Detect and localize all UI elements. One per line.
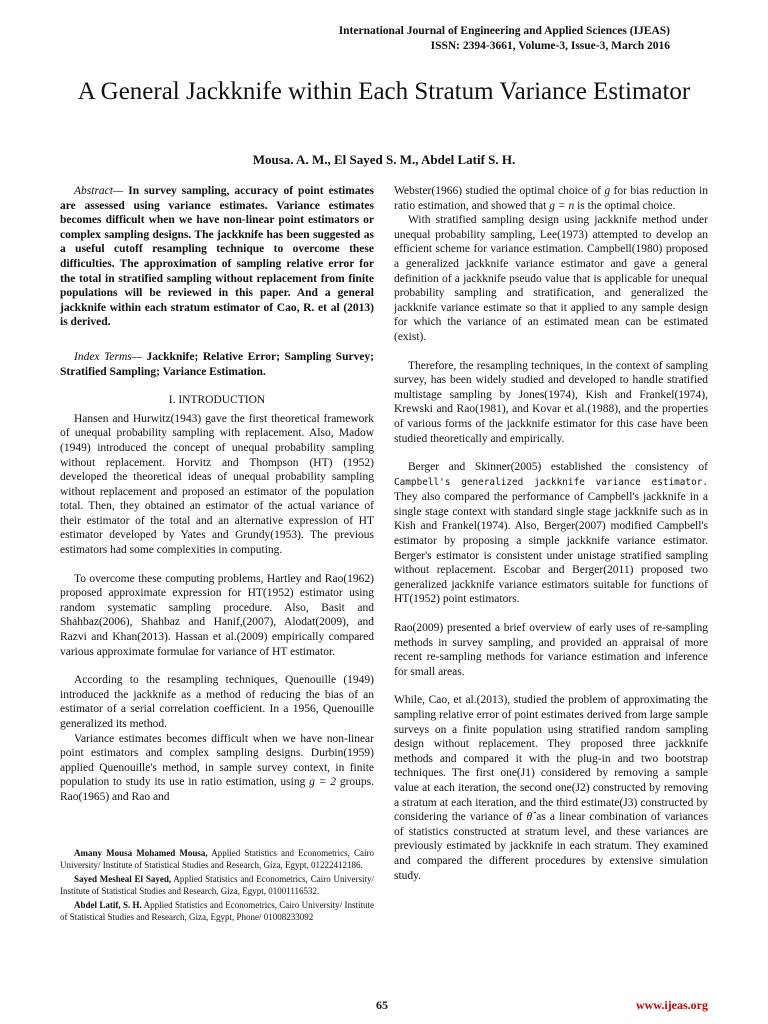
abstract-text: In survey sampling, accuracy of point estimates are assessed using variance estimates. Variance estimates becomes difficult when we have non-linear point estimators or complex sampling designs. The jackknife has been suggested as a useful cutoff resampling technique to overcome these difficulties. The approximation of sampling relative error for the total in stratified sampling without replacement from finite populations will be reviewed in this paper. And a general jackknife within each stratum estimator of Cao, R. et al (2013) is derived. — [60, 185, 374, 329]
journal-name: International Journal of Engineering and Applied Sciences (IJEAS) — [338, 25, 670, 37]
paragraph: Rao(2009) presented a brief overview of early uses of re-sampling methods in survey sampling, and provided an appraisal of more recent re-sampling methods for variance estimation and inference for small areas. — [394, 622, 708, 678]
math-variable: g — [604, 185, 611, 197]
paragraph-text: While, Cao, et al.(2013), studied the problem of approximating the sampling relative error of point estimates derived from large sample surveys on a finite population using stratified random sampling design without replacement. They proposed three jackknife methods and compared it with the plug-in and two bootstrap techniques. The first one(J1) considered by removing a sample value at each iteration, the second one(J2) constructed by removing a stratum at each iteration, and the third estimate(J3) constructed by considering the variance of — [394, 694, 708, 824]
math-variable: θ̂ — [526, 811, 533, 824]
footnote-author: Amany Mousa Mohamed Mousa, — [74, 848, 208, 858]
journal-header — [339, 24, 670, 54]
paragraph-text: Berger and Skinner(2005) established the consistency of — [408, 461, 708, 474]
paragraph-text: They also compared the performance of Campbell's jackknife in a single stage context with standard single stage jackknife such as in Kish and Frankel(1974). Also, Berger(2007) modified Campbell's estimator by proposing a simple jackknife variance estimator. Berger's estimator is consistent under unistage stratified sampling without replacement. Escobar and Berger(2011) proposed two generalized jackknife variance estimators suitable for functions of HT(1952) point estimators. — [394, 491, 708, 606]
footnote-text: Applied Statistics and Econometrics, Cairo University/ Institute of Statistical Studies and Research, Giza, Egypt, Phone/ 01008233092 — [60, 900, 374, 922]
paper-title: A General Jackknife within Each Stratum Variance Estimator — [77, 78, 691, 105]
index-terms — [60, 350, 374, 379]
paragraph-text: as a linear combination of variances of statistics constructed at stratum level, and these variances are previously estimated by jackknife in each stratum. They examined and compared the different procedures by extensive simulation study. — [394, 811, 708, 882]
index-terms-text: Jackknife; Relative Error; Sampling Survey; Stratified Sampling; Variance Estimation. — [60, 350, 375, 378]
index-terms-label: Index Terms— — [74, 350, 142, 363]
paragraph — [394, 693, 708, 883]
paragraph — [394, 184, 708, 213]
footnote-text: Applied Statistics and Econometrics, Cairo University/ Institute of Statistical Studies and Research, Giza, Egypt, 01001116532. — [60, 874, 374, 896]
section-heading-introduction: I. INTRODUCTION — [168, 394, 266, 407]
footnote — [60, 900, 374, 923]
footnote-text: Applied Statistics and Econometrics, Cairo University/ Institute of Statistical Studies and Research, Giza, Egypt, 01222412186. — [60, 848, 374, 870]
footnote-author: Abdel Latif, S. H. — [74, 900, 142, 910]
abstract — [60, 184, 374, 330]
paragraph-text: is the optimal choice. — [577, 199, 676, 212]
monospace-text: Campbell's generalized jackknife variance estimator. — [394, 476, 708, 488]
right-column — [394, 184, 708, 883]
paragraph-text: Webster(1966) studied the optimal choice of — [394, 185, 601, 197]
paragraph: According to the resampling techniques, Quenouille (1949) introduced the jackknife as a method of reducing the bias of an estimator of a serial correlation coefficient. In a 1956, Quenouille generalized its method. — [60, 674, 374, 730]
paragraph: With stratified sampling design using jackknife method under unequal probability sampling, Lee(1973) attempted to develop an efficient scheme for variance estimation. Campbell(1980) proposed a generalized jackknife variance estimator and gave a general definition of a jackknife pseudo value that is applicable for unequal probability sampling and stratification, and generalized the jackknife variance estimate so that it applied to any sample design for which the variance of an estimated mean can be estimated (exist). — [394, 214, 708, 343]
left-column — [60, 184, 374, 805]
paragraph-text: Variance estimates becomes difficult when we have non-linear point estimators and complex sampling designs. Durbin(1959) applied Quenouille's method, in sample survey context, in finite population to study its use in ratio estimation, using — [60, 732, 374, 789]
author-footnotes — [60, 848, 374, 926]
paragraph — [60, 732, 374, 805]
footnote — [60, 848, 374, 871]
footnote-author: Sayed Mesheal El Sayed, — [74, 874, 172, 884]
journal-issn: ISSN: 2394-3661, Volume-3, Issue-3, March 2016 — [430, 40, 670, 52]
paragraph: Therefore, the resampling techniques, in the context of sampling survey, has been widely studied and developed to handle stratified multistage sampling by Jones(1974), Kish and Frankel(1974), Krewski and Rao(1981), and Kovar et al.(1988), and the properties of various forms of the jackknife estimator for this case have been studied theoretically and empirically. — [394, 359, 708, 445]
footnote — [60, 874, 374, 897]
math-expression: g = 2 — [309, 776, 337, 789]
page-number: 65 — [376, 998, 388, 1012]
math-expression: g = n — [549, 199, 575, 212]
paragraph — [394, 460, 708, 607]
journal-website-link[interactable]: www.ijeas.org — [636, 998, 708, 1012]
paragraph-text: for bias reduction in ratio estimation, and showed that — [394, 185, 709, 212]
paragraph-text: groups. Rao(1965) and Rao and — [60, 776, 374, 803]
paragraph: Hansen and Hurwitz(1943) gave the first theoretical framework of unequal probability sampling with replacement. Also, Madow (1949) introduced the concept of unequal probability sampling without replacement. Horvitz and Thompson (HT) (1952) developed the theoretical ideas of unequal probability sampling without replacement and proposed an estimator of the population total. Then, they obtained an estimator of the actual variance of their estimator of the total and an alternative expression of HT estimator developed by Yates and Grundy(1953). The previous estimators had some complexities in computing. — [60, 412, 374, 557]
paragraph: To overcome these computing problems, Hartley and Rao(1962) proposed approximate expression for HT(1952) estimator using random systematic sampling procedure. Also, Basit and Shahbaz(2006), Shahbaz and Hanif,(2007), Alodat(2009), and Razvi and Khan(2013). Hassan et al.(2009) empirically compared various approximate formulae for variance of HT estimator. — [60, 572, 374, 658]
paper-authors: Mousa. A. M., El Sayed S. M., Abdel Latif S. H. — [252, 152, 516, 167]
abstract-label: Abstract— — [74, 185, 124, 197]
